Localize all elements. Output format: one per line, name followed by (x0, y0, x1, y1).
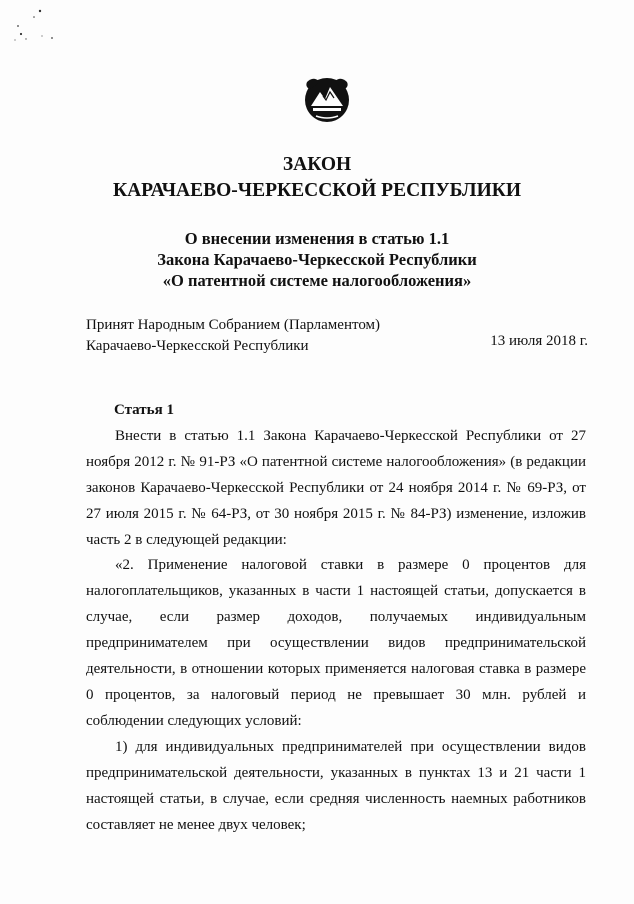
adoption-block (86, 315, 380, 357)
adopted-by-line1: Принят Народным Собранием (Парламентом) (86, 317, 381, 333)
subtitle-line2: Закона Карачаево-Черкесской Республики (157, 250, 477, 269)
law-subtitle (0, 228, 634, 291)
law-title-line2: КАРАЧАЕВО-ЧЕРКЕССКОЙ РЕСПУБЛИКИ (112, 180, 522, 201)
scan-speckle (12, 6, 60, 46)
article-heading: Статья 1 (114, 402, 174, 418)
paragraph-part-2: «2. Применение налоговой ставки в размере 0 процентов для налогоплательщиков, указанных в части 1 настоящей статьи, допускается в случае, если размер доходов, получаемых индивидуальным предпринимателем при осуществлении видов предпринимательской деятельности, в отношении которых применяется налоговая ставка в размере 0 процентов, за налоговый период не превышает 30 млн. рублей и соблюдении следующих условий: (86, 557, 586, 729)
paragraph-amendment: Внести в статью 1.1 Закона Карачаево-Черкесской Республики от 27 ноября 2012 г. № 91-РЗ «О патентной системе налогообложения» (в редакции законов Карачаево-Черкесской Республики от 24 ноября 2014 г. № 69-РЗ, от 27 июля 2015 г. № 64-РЗ, от 30 ноября 2015 г. № 84-РЗ) изменение, изложив часть 2 в следующей редакции: (86, 428, 586, 548)
paragraph-item-1: 1) для индивидуальных предпринимателей при осуществлении видов предпринимательской деятельности, указанных в пунктах 13 и 21 части 1 настоящей статьи, в случае, если средняя численность наемных работников составляет не менее двух человек; (86, 739, 586, 833)
subtitle-line1: О внесении изменения в статью 1.1 (184, 229, 450, 248)
adoption-date: 13 июля 2018 г. (490, 333, 588, 349)
subtitle-line3: «О патентной системе налогообложения» (162, 271, 472, 290)
law-title-line1: ЗАКОН (282, 154, 352, 175)
adopted-by-line2: Карачаево-Черкесской Республики (86, 338, 309, 354)
law-title (0, 152, 634, 204)
coat-of-arms-icon (300, 72, 354, 126)
